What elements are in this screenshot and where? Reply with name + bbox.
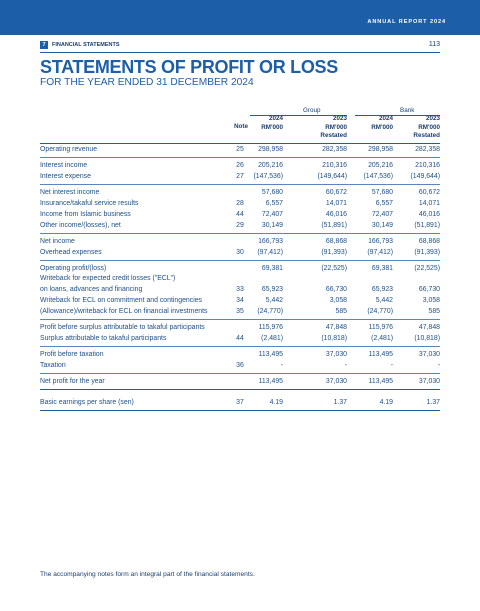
row-note: 30 <box>236 248 244 256</box>
bank-2024-value: 166,793 <box>368 237 393 245</box>
page-title: STATEMENTS OF PROFIT OR LOSS <box>40 57 338 77</box>
group-2023-restated: Restated <box>320 132 347 139</box>
bank-2024-value: 298,958 <box>368 146 393 153</box>
group-2023-value: 585 <box>335 307 347 315</box>
bank-2023-value: 3,058 <box>422 297 440 305</box>
bank-2024-value: (2,481) <box>371 334 393 342</box>
bank-2024-value: 6,557 <box>375 199 393 207</box>
group-2023-value: 210,316 <box>322 162 347 170</box>
group-2023-value: 47,848 <box>325 324 347 332</box>
group-2023-value: (91,393) <box>321 248 347 256</box>
bank-2024-value: 4.19 <box>379 398 393 406</box>
row-note: 28 <box>236 199 244 207</box>
group-2023-value: - <box>344 361 347 369</box>
page-number: 113 <box>428 41 440 48</box>
group-2023-value: (149,644) <box>317 172 347 180</box>
group-2024-value: 30,149 <box>261 221 283 229</box>
row-divider <box>40 319 440 320</box>
bank-2023-unit: RM'000 <box>418 123 440 131</box>
group-2024-value: 57,680 <box>261 189 283 197</box>
row-divider <box>40 373 440 374</box>
row-note: 37 <box>236 398 244 406</box>
group-2024-value: - <box>280 361 283 369</box>
group-2024-value: (97,412) <box>257 248 283 256</box>
bank-2024-unit: RM'000 <box>371 123 393 131</box>
row-label: Interest expense <box>40 172 91 180</box>
group-2023-value: (10,818) <box>321 334 347 342</box>
table-row <box>40 333 440 344</box>
bank-2023-restated: Restated <box>413 132 440 139</box>
group-2024-value: 72,407 <box>261 210 283 218</box>
row-label: Interest income <box>40 162 88 170</box>
group-2023-value: 14,071 <box>325 199 347 207</box>
group-2023-value: 37,030 <box>325 351 347 358</box>
row-label: Net profit for the year <box>40 377 105 385</box>
row-label: Profit before surplus attributable to takaful participants <box>40 324 205 332</box>
row-note: 44 <box>236 210 244 218</box>
group-2024-value: 69,381 <box>261 264 283 272</box>
group-2023-value: 46,016 <box>325 210 347 218</box>
group-2024-value: 4.19 <box>269 398 283 406</box>
table-row <box>40 220 440 231</box>
table-row <box>40 236 440 247</box>
group-2024-header <box>243 115 283 132</box>
section-header <box>40 40 440 50</box>
bank-2023-value: 14,071 <box>418 199 440 207</box>
bank-2023-value: 37,030 <box>418 377 440 385</box>
group-2023-value: 68,868 <box>325 237 347 245</box>
row-label: (Allowance)/writeback for ECL on financial investments <box>40 307 208 315</box>
page-subtitle: FOR THE YEAR ENDED 31 DECEMBER 2024 <box>40 77 254 88</box>
row-label: Basic earnings per share (sen) <box>40 398 134 406</box>
top-banner <box>0 0 480 35</box>
row-label: Other income/(losses), net <box>40 221 121 229</box>
bank-2024-value: 5,442 <box>375 297 393 305</box>
bank-2024-value: 72,407 <box>371 210 393 218</box>
bank-2024-value: (97,412) <box>367 248 393 256</box>
section-divider <box>40 52 440 53</box>
table-row <box>40 209 440 220</box>
bank-2023-value: 585 <box>428 307 440 315</box>
table-row <box>40 198 440 209</box>
row-label: Writeback for ECL on commitment and contingencies <box>40 297 203 305</box>
group-2023-year: 2023 <box>332 115 347 122</box>
group-2023-value: (51,891) <box>321 221 347 229</box>
table-row <box>40 285 440 296</box>
group-2023-value: (22,525) <box>321 264 347 272</box>
group-2024-value: 65,923 <box>261 286 283 294</box>
group-header: Group <box>303 107 321 114</box>
group-2023-header <box>297 115 347 141</box>
section-title: FINANCIAL STATEMENTS <box>52 42 120 48</box>
row-divider <box>40 184 440 185</box>
group-2024-value: 298,958 <box>258 146 283 153</box>
row-note: 25 <box>236 146 244 153</box>
bank-2024-value: 113,495 <box>368 377 393 385</box>
table-row <box>40 145 440 156</box>
bank-2023-value: (149,644) <box>410 172 440 180</box>
table-row <box>40 376 440 387</box>
table-row <box>40 171 440 182</box>
bank-2024-value: 205,216 <box>368 162 393 170</box>
bank-2023-value: 66,730 <box>418 286 440 294</box>
row-label: Net interest income <box>40 189 100 197</box>
footer-note: The accompanying notes form an integral part of the financial statements. <box>40 571 255 578</box>
group-2024-value: 115,976 <box>258 324 283 332</box>
group-2024-value: 113,495 <box>258 351 283 358</box>
row-divider <box>40 260 440 261</box>
note-header: Note <box>234 123 248 130</box>
row-divider <box>40 157 440 158</box>
row-label: Insurance/takaful service results <box>40 199 139 207</box>
bank-2023-value: (91,393) <box>414 248 440 256</box>
table-row <box>40 306 440 317</box>
bank-2023-value: 1.37 <box>426 398 440 406</box>
bank-2023-year: 2023 <box>425 115 440 122</box>
section-number-badge: 7 <box>40 41 48 49</box>
bank-2024-value: - <box>390 361 393 369</box>
table-row <box>40 350 440 361</box>
row-divider <box>40 233 440 234</box>
bank-2023-value: 47,848 <box>418 324 440 332</box>
bank-2024-value: 57,680 <box>371 189 393 197</box>
group-2023-value: 1.37 <box>333 398 347 406</box>
group-2024-value: 113,495 <box>258 377 283 385</box>
row-label: on loans, advances and financing <box>40 286 143 294</box>
row-note: 34 <box>236 297 244 305</box>
row-note: 27 <box>236 172 244 180</box>
bank-2024-year: 2024 <box>378 115 393 122</box>
table-row <box>40 323 440 334</box>
bank-2023-value: 282,358 <box>415 146 440 153</box>
row-note: 35 <box>236 307 244 315</box>
table-bottom-rule <box>40 410 440 411</box>
table-row <box>40 360 440 371</box>
table-row <box>40 161 440 172</box>
table-row <box>40 274 440 285</box>
group-2023-value: 66,730 <box>325 286 347 294</box>
row-label: Taxation <box>40 361 66 369</box>
table-row <box>40 188 440 199</box>
bank-2023-value: 37,030 <box>418 351 440 358</box>
bank-2023-value: 60,672 <box>418 189 440 197</box>
row-note: 36 <box>236 361 244 369</box>
row-label: Income from Islamic business <box>40 210 131 218</box>
group-2024-value: (24,770) <box>257 307 283 315</box>
row-note: 29 <box>236 221 244 229</box>
row-label: Operating profit/(loss) <box>40 264 107 272</box>
bank-2023-value: (22,525) <box>414 264 440 272</box>
group-2024-year: 2024 <box>268 115 283 122</box>
bank-2024-value: 30,149 <box>371 221 393 229</box>
table-row <box>40 247 440 258</box>
profit-or-loss-table <box>40 143 440 413</box>
bank-header: Bank <box>400 107 415 114</box>
bank-2023-value: - <box>437 361 440 369</box>
group-2023-unit: RM'000 <box>325 123 347 131</box>
row-label: Net income <box>40 237 75 245</box>
group-2024-value: 5,442 <box>265 297 283 305</box>
bank-2023-header <box>390 115 440 141</box>
row-label: Writeback for expected credit losses ("ECL") <box>40 275 176 283</box>
row-divider <box>40 346 440 347</box>
row-note: 26 <box>236 162 244 170</box>
group-2024-unit: RM'000 <box>261 123 283 131</box>
group-2023-value: 60,672 <box>325 189 347 197</box>
bank-2024-header <box>353 115 393 132</box>
row-label: Surplus attributable to takaful participants <box>40 334 167 342</box>
group-2023-value: 3,058 <box>329 297 347 305</box>
row-label: Operating revenue <box>40 146 98 153</box>
group-2024-value: (2,481) <box>261 334 283 342</box>
group-2024-value: 166,793 <box>258 237 283 245</box>
row-note: 44 <box>236 334 244 342</box>
bank-2024-value: 113,495 <box>368 351 393 358</box>
bank-2024-value: 69,381 <box>371 264 393 272</box>
bank-2024-value: (147,536) <box>363 172 393 180</box>
group-2023-value: 282,358 <box>322 146 347 153</box>
bank-2023-value: (10,818) <box>414 334 440 342</box>
group-2024-value: (147,536) <box>253 172 283 180</box>
row-label: Profit before taxation <box>40 351 104 358</box>
table-row <box>40 296 440 307</box>
bank-2024-value: 115,976 <box>368 324 393 332</box>
group-2024-value: 205,216 <box>258 162 283 170</box>
group-2023-value: 37,030 <box>325 377 347 385</box>
bank-2024-value: 65,923 <box>371 286 393 294</box>
bank-2024-value: (24,770) <box>367 307 393 315</box>
annual-report-label: ANNUAL REPORT 2024 <box>367 19 446 25</box>
group-2024-value: 6,557 <box>265 199 283 207</box>
bank-2023-value: 68,868 <box>418 237 440 245</box>
row-note: 33 <box>236 286 244 294</box>
bank-2023-value: (51,891) <box>414 221 440 229</box>
bank-2023-value: 46,016 <box>418 210 440 218</box>
row-label: Overhead expenses <box>40 248 102 256</box>
row-divider <box>40 389 440 390</box>
bank-2023-value: 210,316 <box>415 162 440 170</box>
table-row <box>40 397 440 408</box>
table-row <box>40 263 440 274</box>
